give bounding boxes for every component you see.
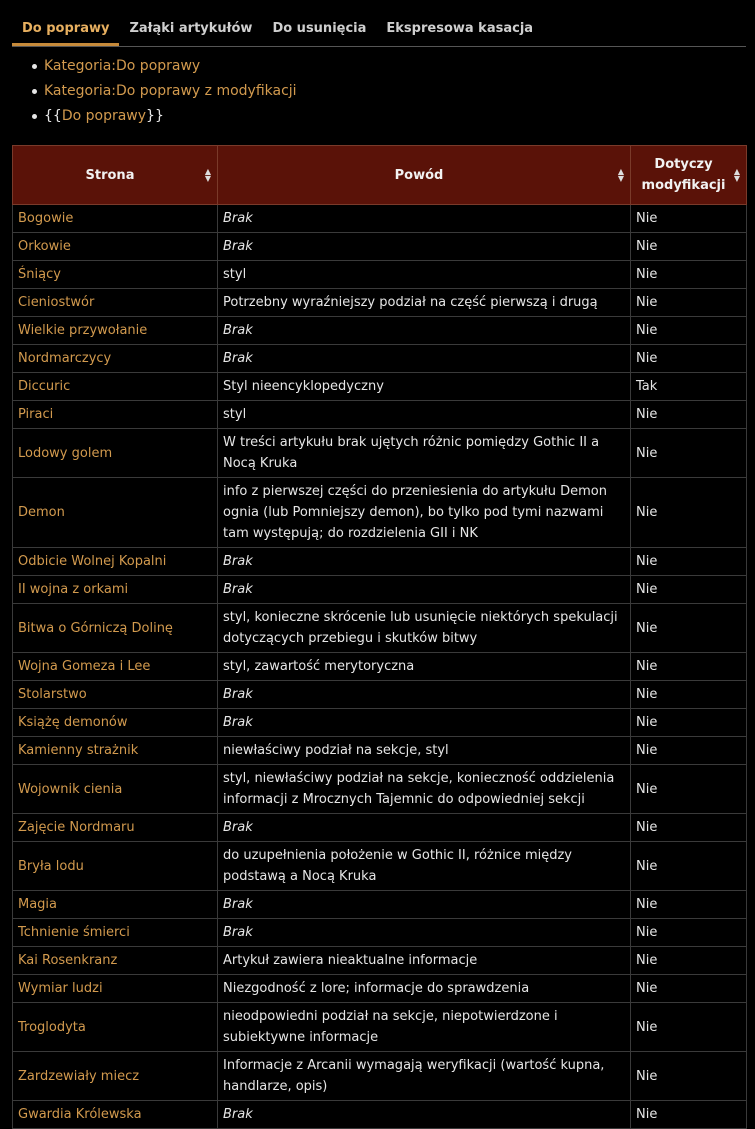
- table-row: [13, 1003, 747, 1052]
- page-link[interactable]: Kai Rosenkranz: [13, 947, 218, 975]
- table-row: [13, 548, 747, 576]
- table-row: [13, 1052, 747, 1101]
- reason-cell: W treści artykułu brak ujętych różnic pomiędzy Gothic II a Nocą Kruka: [218, 429, 631, 478]
- page-link[interactable]: Gwardia Królewska: [13, 1101, 218, 1129]
- table-row: [13, 919, 747, 947]
- tab-do-usuniecia[interactable]: Do usunięcia: [272, 21, 367, 36]
- column-header-strona[interactable]: [13, 146, 218, 205]
- table-row: [13, 709, 747, 737]
- column-header-dotyczy-modyfikacji[interactable]: [631, 146, 747, 205]
- modification-cell: Tak: [631, 373, 747, 401]
- table-row: [13, 576, 747, 604]
- reason-cell: styl: [218, 401, 631, 429]
- reason-cell: Brak: [218, 345, 631, 373]
- page-link[interactable]: Nordmarczycy: [13, 345, 218, 373]
- category-links: [30, 57, 297, 132]
- page-link[interactable]: Troglodyta: [13, 1003, 218, 1052]
- modification-cell: Nie: [631, 289, 747, 317]
- page-link[interactable]: Wojna Gomeza i Lee: [13, 653, 218, 681]
- page-link[interactable]: Zardzewiały miecz: [13, 1052, 218, 1101]
- table-row: [13, 205, 747, 233]
- table-row: [13, 975, 747, 1003]
- reason-cell: Brak: [218, 814, 631, 842]
- modification-cell: Nie: [631, 317, 747, 345]
- column-header-label: Dotyczy modyfikacji: [641, 157, 726, 193]
- table-row: [13, 429, 747, 478]
- table-row: [13, 737, 747, 765]
- page-link[interactable]: Wielkie przywołanie: [13, 317, 218, 345]
- reason-cell: styl, konieczne skrócenie lub usunięcie niektórych spekulacji dotyczących przebiegu i skutków bitwy: [218, 604, 631, 653]
- list-item: [30, 107, 297, 132]
- table-row: [13, 842, 747, 891]
- table-row: [13, 345, 747, 373]
- reason-cell: info z pierwszej części do przeniesienia do artykułu Demon ognia (lub Pomniejszy demon), bo tylko pod tymi nazwami tam występują; do rozdzielenia GII i NK: [218, 478, 631, 548]
- reason-cell: Brak: [218, 681, 631, 709]
- reason-cell: Brak: [218, 919, 631, 947]
- table-row: [13, 317, 747, 345]
- modification-cell: Nie: [631, 604, 747, 653]
- page-link[interactable]: Wojownik cienia: [13, 765, 218, 814]
- modification-cell: Nie: [631, 919, 747, 947]
- page-link[interactable]: Śniący: [13, 261, 218, 289]
- reason-cell: do uzupełnienia położenie w Gothic II, różnice między podstawą a Nocą Kruka: [218, 842, 631, 891]
- modification-cell: Nie: [631, 842, 747, 891]
- page-link[interactable]: Orkowie: [13, 233, 218, 261]
- tab-ekspresowa-kasacja[interactable]: Ekspresowa kasacja: [386, 21, 534, 36]
- reason-cell: Brak: [218, 317, 631, 345]
- reason-cell: styl, zawartość merytoryczna: [218, 653, 631, 681]
- page-link[interactable]: Odbicie Wolnej Kopalni: [13, 548, 218, 576]
- page-link[interactable]: Bogowie: [13, 205, 218, 233]
- table-row: [13, 233, 747, 261]
- list-item: [30, 82, 297, 107]
- sort-icon: ▲ ▼: [204, 167, 211, 183]
- table-row: [13, 947, 747, 975]
- tab-bar: [12, 12, 746, 47]
- category-link[interactable]: Kategoria:Do poprawy: [44, 58, 201, 74]
- tab-do-poprawy[interactable]: Do poprawy: [12, 12, 119, 46]
- reason-cell: Brak: [218, 709, 631, 737]
- reason-cell: nieodpowiedni podział na sekcje, niepotwierdzone i subiektywne informacje: [218, 1003, 631, 1052]
- page-link[interactable]: Książę demonów: [13, 709, 218, 737]
- table-row: [13, 401, 747, 429]
- reason-cell: niewłaściwy podział na sekcje, styl: [218, 737, 631, 765]
- modification-cell: Nie: [631, 233, 747, 261]
- column-header-label: Powód: [394, 167, 444, 183]
- modification-cell: Nie: [631, 261, 747, 289]
- page-link[interactable]: Magia: [13, 891, 218, 919]
- reason-cell: Brak: [218, 233, 631, 261]
- reason-cell: Styl nieencyklopedyczny: [218, 373, 631, 401]
- modification-cell: Nie: [631, 1052, 747, 1101]
- page-link[interactable]: Bitwa o Górniczą Dolinę: [13, 604, 218, 653]
- column-header-label: Strona: [85, 167, 135, 183]
- reason-cell: Brak: [218, 891, 631, 919]
- template-brace-open: {{: [44, 108, 62, 124]
- template-link[interactable]: Do poprawy: [61, 108, 147, 124]
- table-row: [13, 1101, 747, 1129]
- reason-cell: Niezgodność z lore; informacje do sprawdzenia: [218, 975, 631, 1003]
- sort-icon: ▲ ▼: [733, 167, 740, 183]
- template-brace-close: }}: [146, 108, 164, 124]
- modification-cell: Nie: [631, 401, 747, 429]
- modification-cell: Nie: [631, 681, 747, 709]
- category-link[interactable]: Kategoria:Do poprawy z modyfikacji: [44, 83, 297, 99]
- modification-cell: Nie: [631, 478, 747, 548]
- modification-cell: Nie: [631, 548, 747, 576]
- page-link[interactable]: Demon: [13, 478, 218, 548]
- reason-cell: Brak: [218, 205, 631, 233]
- modification-cell: Nie: [631, 765, 747, 814]
- modification-cell: Nie: [631, 1101, 747, 1129]
- page-link[interactable]: Bryła lodu: [13, 842, 218, 891]
- modification-cell: Nie: [631, 345, 747, 373]
- page-link[interactable]: Stolarstwo: [13, 681, 218, 709]
- page-link[interactable]: Piraci: [13, 401, 218, 429]
- page-link[interactable]: Diccuric: [13, 373, 218, 401]
- table-row: [13, 478, 747, 548]
- page-link[interactable]: Cieniostwór: [13, 289, 218, 317]
- modification-cell: Nie: [631, 975, 747, 1003]
- table-row: [13, 681, 747, 709]
- sort-icon: ▲ ▼: [617, 167, 624, 183]
- modification-cell: Nie: [631, 1003, 747, 1052]
- table-row: [13, 289, 747, 317]
- modification-cell: Nie: [631, 891, 747, 919]
- page-link[interactable]: Lodowy golem: [13, 429, 218, 478]
- reason-cell: Informacje z Arcanii wymagają weryfikacji (wartość kupna, handlarze, opis): [218, 1052, 631, 1101]
- page-link[interactable]: Zajęcie Nordmaru: [13, 814, 218, 842]
- page-link[interactable]: II wojna z orkami: [13, 576, 218, 604]
- modification-cell: Nie: [631, 709, 747, 737]
- reason-cell: styl: [218, 261, 631, 289]
- modification-cell: Nie: [631, 737, 747, 765]
- page-link[interactable]: Kamienny strażnik: [13, 737, 218, 765]
- reason-cell: Brak: [218, 1101, 631, 1129]
- table-row: [13, 261, 747, 289]
- modification-cell: Nie: [631, 947, 747, 975]
- reason-cell: Artykuł zawiera nieaktualne informacje: [218, 947, 631, 975]
- table-row: [13, 373, 747, 401]
- table-header-row: [13, 146, 747, 205]
- table-row: [13, 604, 747, 653]
- pages-table: [12, 145, 747, 1129]
- table-row: [13, 765, 747, 814]
- reason-cell: Brak: [218, 548, 631, 576]
- modification-cell: Nie: [631, 814, 747, 842]
- page-link[interactable]: Wymiar ludzi: [13, 975, 218, 1003]
- reason-cell: Brak: [218, 576, 631, 604]
- reason-cell: Potrzebny wyraźniejszy podział na część pierwszą i drugą: [218, 289, 631, 317]
- reason-cell: styl, niewłaściwy podział na sekcje, konieczność oddzielenia informacji z Mrocznych Tajemnic do odpowiedniej sekcji: [218, 765, 631, 814]
- table-row: [13, 653, 747, 681]
- page-link[interactable]: Tchnienie śmierci: [13, 919, 218, 947]
- table-row: [13, 891, 747, 919]
- column-header-powod[interactable]: [218, 146, 631, 205]
- modification-cell: Nie: [631, 576, 747, 604]
- modification-cell: Nie: [631, 653, 747, 681]
- modification-cell: Nie: [631, 205, 747, 233]
- modification-cell: Nie: [631, 429, 747, 478]
- list-item: [30, 57, 297, 82]
- tab-zalazki-artykulow[interactable]: Załąki artykułów: [129, 21, 253, 36]
- table-row: [13, 814, 747, 842]
